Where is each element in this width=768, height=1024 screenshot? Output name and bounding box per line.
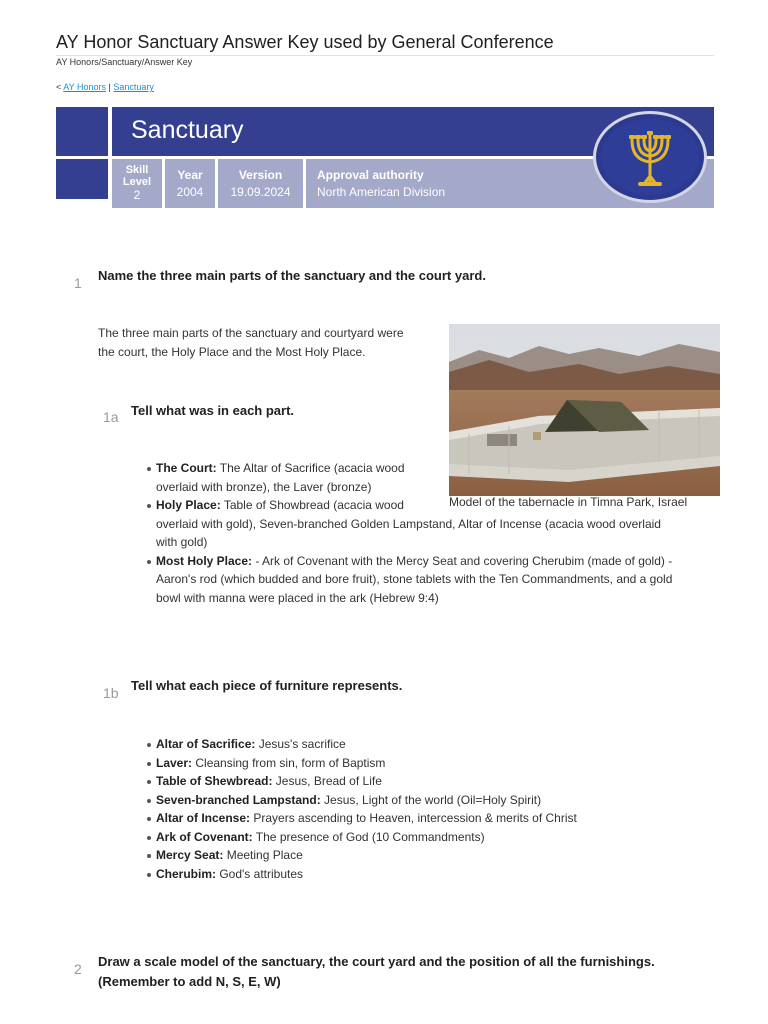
list-item-text: Jesus's sacrifice — [255, 737, 346, 751]
question-2-number: 2 — [74, 961, 82, 977]
list-item-text: Meeting Place — [223, 848, 303, 862]
list-item — [147, 791, 727, 810]
question-1-number: 1 — [74, 275, 82, 291]
breadcrumb-link-ay-honors[interactable]: AY Honors — [63, 82, 106, 92]
list-item — [147, 809, 727, 828]
list-item-term: Mercy Seat: — [156, 848, 224, 862]
skill-level-cell — [112, 159, 162, 208]
list-item-text: bowl with manna were placed in the ark (Hebrew 9:4) — [156, 590, 439, 605]
header-corner-block-bottom — [56, 159, 108, 199]
question-1a-text: Tell what was in each part. — [131, 403, 295, 418]
list-item — [147, 496, 727, 552]
list-item-term: Table of Shewbread: — [156, 774, 273, 788]
breadcrumb-separator: | — [108, 82, 111, 92]
list-item-text: Jesus, Bread of Life — [272, 774, 382, 788]
list-item-text: Aaron's rod (which budded and bore fruit), stone tablets with the Ten Commandments, and a gold — [156, 572, 673, 586]
photo-caption: Model of the tabernacle in Timna Park, Israel — [449, 495, 688, 509]
year-label: Year — [177, 168, 203, 182]
question-2-line1: Draw a scale model of the sanctuary, the court yard and the position of all the furnishings. — [98, 954, 655, 969]
list-item — [147, 735, 727, 754]
header-corner-block-top — [56, 107, 108, 156]
list-item-text: Prayers ascending to Heaven, intercession & merits of Christ — [250, 811, 577, 825]
list-item-text: with gold) — [156, 535, 208, 549]
page-subtitle: AY Honors/Sanctuary/Answer Key — [56, 57, 193, 67]
list-item-text: Table of Showbread (acacia wood — [220, 498, 404, 512]
breadcrumb — [56, 82, 154, 92]
list-item-term: Ark of Covenant: — [156, 829, 253, 844]
list-item — [147, 846, 727, 865]
list-item — [147, 459, 727, 496]
list-item-term: The Court: — [156, 461, 217, 475]
list-item-term: Cherubim: — [156, 866, 216, 881]
list-item-text: overlaid with bronze), the Laver (bronze) — [156, 479, 372, 494]
version-cell — [218, 159, 303, 208]
answer-line: the court, the Holy Place and the Most Holy Place. — [98, 345, 366, 359]
list-item-term: Altar of Sacrifice: — [156, 737, 256, 751]
list-item-term: Laver: — [156, 755, 193, 770]
breadcrumb-prefix: < — [56, 82, 62, 92]
approval-authority-value: North American Division — [317, 185, 446, 199]
list-item-text: The presence of God (10 Commandments) — [252, 829, 485, 844]
list-item-term: Seven-branched Lampstand: — [156, 792, 321, 807]
page-title: AY Honor Sanctuary Answer Key used by General Conference — [56, 32, 554, 52]
year-cell — [165, 159, 215, 208]
question-2-line2: (Remember to add N, S, E, W) — [98, 974, 281, 989]
year-value: 2004 — [176, 185, 204, 199]
question-1b-text: Tell what each piece of furniture represents. — [131, 678, 403, 693]
list-item-term: Holy Place: — [156, 498, 221, 512]
question-1b-number: 1b — [103, 685, 119, 701]
skill-level-label-line1: Skill — [125, 164, 149, 176]
list-item — [147, 828, 727, 847]
list-item-text: Cleansing from sin, form of Baptism — [192, 755, 386, 770]
version-value: 19.09.2024 — [230, 185, 291, 199]
list-item — [147, 772, 727, 791]
question-2-text — [98, 952, 655, 992]
list-item-text: overlaid with gold), Seven-branched Golden Lampstand, Altar of Incense (acacia wood overlaid — [156, 516, 661, 531]
approval-authority-label: Approval authority — [317, 168, 424, 182]
skill-level-label-line2: Level — [122, 176, 152, 188]
question-1a-number: 1a — [103, 409, 119, 425]
list-item-term: Most Holy Place: — [156, 553, 253, 568]
list-item — [147, 552, 727, 608]
honor-title: Sanctuary — [131, 116, 244, 144]
question-1a-answer-list — [147, 459, 727, 607]
list-item-text: God's attributes — [216, 866, 303, 881]
breadcrumb-link-sanctuary[interactable]: Sanctuary — [113, 82, 154, 92]
list-item-term: Altar of Incense: — [156, 811, 251, 825]
question-1-answer — [98, 324, 404, 362]
list-item-text: The Altar of Sacrifice (acacia wood — [216, 461, 405, 475]
version-label: Version — [238, 168, 283, 182]
skill-level-label — [112, 164, 162, 188]
question-1b-answer-list — [147, 735, 727, 883]
title-divider — [56, 55, 714, 56]
answer-line: The three main parts of the sanctuary and courtyard were — [98, 326, 404, 340]
question-1-text: Name the three main parts of the sanctuary and the court yard. — [98, 268, 486, 283]
list-item-text: - Ark of Covenant with the Mercy Seat and covering Cherubim (made of gold) - — [252, 553, 673, 568]
skill-level-value: 2 — [133, 188, 141, 202]
honor-badge — [592, 110, 708, 204]
list-item-text: Jesus, Light of the world (Oil=Holy Spirit) — [320, 792, 542, 807]
list-item — [147, 865, 727, 884]
list-item — [147, 754, 727, 773]
